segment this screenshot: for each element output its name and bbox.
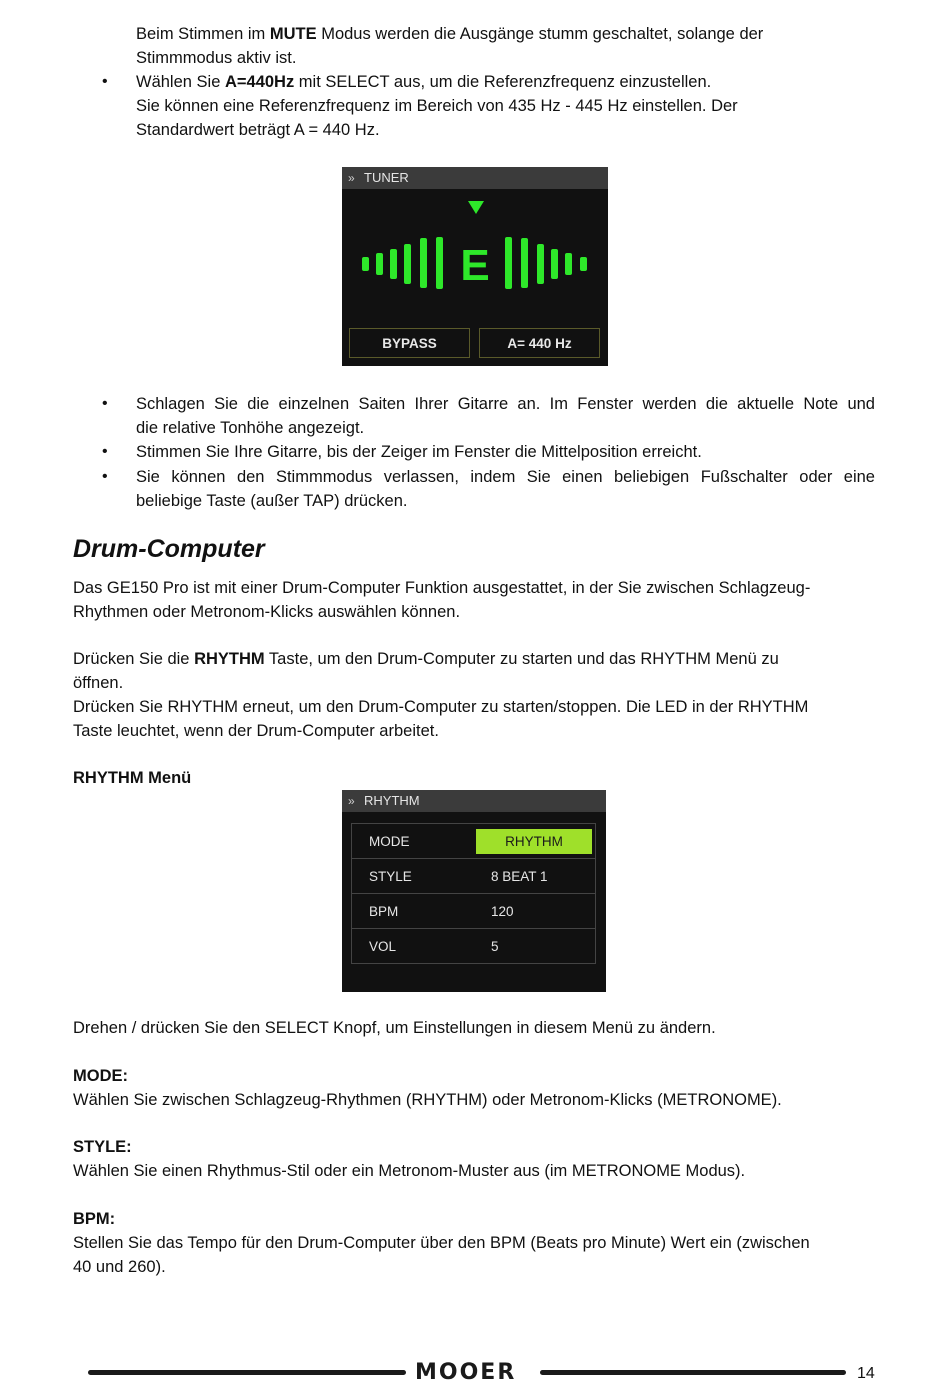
- tuner-bar-left-4: [376, 253, 383, 275]
- drum-p3-line-2: Taste leuchtet, wenn der Drum-Computer arbeitet.: [73, 722, 439, 740]
- tuner-bar-right-3: [551, 249, 558, 279]
- bpm-text-line-1: Stellen Sie das Tempo für den Drum-Computer über den BPM (Beats pro Minute) Wert ein (zwischen: [73, 1234, 810, 1252]
- double-chevron-icon: »: [348, 171, 355, 185]
- mute-keyword: MUTE: [269, 25, 317, 43]
- menu-row-bpm[interactable]: BPM 120: [352, 894, 595, 929]
- reference-frequency-button[interactable]: A= 440 Hz: [479, 328, 600, 358]
- drum-p1-line-1: Das GE150 Pro ist mit einer Drum-Computer Funktion ausgestattet, in der Sie zwischen Schlagzeug-: [73, 579, 811, 597]
- rhythm-screen: [342, 790, 606, 992]
- bullet-1-line-2: die relative Tonhöhe angezeigt.: [136, 419, 365, 437]
- tuner-bar-right-2: [537, 244, 544, 284]
- intro-bullet: Wählen Sie A=440Hz mit SELECT aus, um die Referenzfrequenz einzustellen.: [136, 73, 712, 91]
- menu-row-style[interactable]: STYLE 8 BEAT 1: [352, 859, 595, 894]
- style-text: Wählen Sie einen Rhythmus-Stil oder ein Metronom-Muster aus (im METRONOME Modus).: [73, 1162, 746, 1180]
- rhythm-keyword: RHYTHM: [194, 650, 265, 668]
- tuner-bar-right-5: [580, 257, 587, 271]
- tuner-bar-right-0: [505, 237, 512, 289]
- tuner-bar-left-3: [390, 249, 397, 279]
- mode-value-selected[interactable]: RHYTHM: [476, 829, 592, 854]
- bpm-text-line-2: 40 und 260).: [73, 1258, 166, 1276]
- footer-rule-left: [88, 1370, 406, 1375]
- bypass-button[interactable]: BYPASS: [349, 328, 470, 358]
- intro-line-4: Sie können eine Referenzfrequenz im Bereich von 435 Hz - 445 Hz einstellen. Der: [136, 97, 738, 115]
- bullet-icon: •: [102, 443, 108, 460]
- intro-line-5: Standardwert beträgt A = 440 Hz.: [136, 121, 380, 139]
- tuner-bar-left-1: [420, 238, 427, 288]
- drum-p3-line-1: Drücken Sie RHYTHM erneut, um den Drum-Computer zu starten/stoppen. Die LED in der RHYTHM: [73, 698, 809, 716]
- drum-p2-line-2: öffnen.: [73, 674, 124, 692]
- bullet-3-line-1: Sie können den Stimmmodus verlassen, indem Sie einen beliebigen Fußschalter oder eine: [136, 468, 875, 486]
- mode-text: Wählen Sie zwischen Schlagzeug-Rhythmen (RHYTHM) oder Metronom-Klicks (METRONOME).: [73, 1091, 782, 1109]
- tuner-bar-left-2: [404, 244, 411, 284]
- page-number: 14: [857, 1365, 875, 1382]
- tuner-pointer-icon: [468, 201, 484, 214]
- drum-p2-line-1: Drücken Sie die RHYTHM Taste, um den Drum-Computer zu starten und das RHYTHM Menü zu: [73, 650, 779, 668]
- tuner-note: E: [460, 241, 490, 290]
- a440-keyword: A=440Hz: [224, 73, 295, 91]
- drum-p1-line-2: Rhythmen oder Metronom-Klicks auswählen können.: [73, 603, 461, 621]
- bullet-icon: •: [102, 468, 108, 485]
- bullet-2: Stimmen Sie Ihre Gitarre, bis der Zeiger im Fenster die Mittelposition erreicht.: [136, 443, 702, 461]
- bullet-1-line-1: Schlagen Sie die einzelnen Saiten Ihrer Gitarre an. Im Fenster werden die aktuelle Note und: [136, 395, 875, 413]
- rhythm-menu-heading: RHYTHM Menü: [73, 769, 192, 787]
- style-title: STYLE:: [73, 1138, 132, 1156]
- section-title: Drum-Computer: [73, 535, 265, 563]
- bullet-3-line-2: beliebige Taste (außer TAP) drücken.: [136, 492, 408, 510]
- tuner-screen: [342, 167, 608, 366]
- rhythm-menu-table: [351, 823, 596, 964]
- mooer-logo: MOOER: [415, 1360, 517, 1385]
- footer-rule-right: [540, 1370, 846, 1375]
- tuner-bar-left-0: [436, 237, 443, 289]
- bullet-icon: •: [102, 73, 108, 90]
- bpm-title: BPM:: [73, 1210, 116, 1228]
- tuner-bar-right-1: [521, 238, 528, 288]
- mode-title: MODE:: [73, 1067, 128, 1085]
- settings-intro: Drehen / drücken Sie den SELECT Knopf, um Einstellungen in diesem Menü zu ändern.: [73, 1019, 716, 1037]
- intro-line-2: Stimmmodus aktiv ist.: [136, 49, 297, 67]
- double-chevron-icon: »: [348, 794, 355, 808]
- tuner-bar-right-4: [565, 253, 572, 275]
- menu-row-vol[interactable]: VOL 5: [369, 939, 499, 954]
- rhythm-header: » RHYTHM: [342, 790, 606, 812]
- intro-line-1: Beim Stimmen im MUTE Modus werden die Ausgänge stumm geschaltet, solange der: [136, 25, 764, 43]
- tuner-header: » TUNER: [342, 167, 608, 189]
- bullet-icon: •: [102, 395, 108, 412]
- menu-row-mode[interactable]: MODE RHYTHM: [352, 824, 595, 859]
- tuner-bar-left-5: [362, 257, 369, 271]
